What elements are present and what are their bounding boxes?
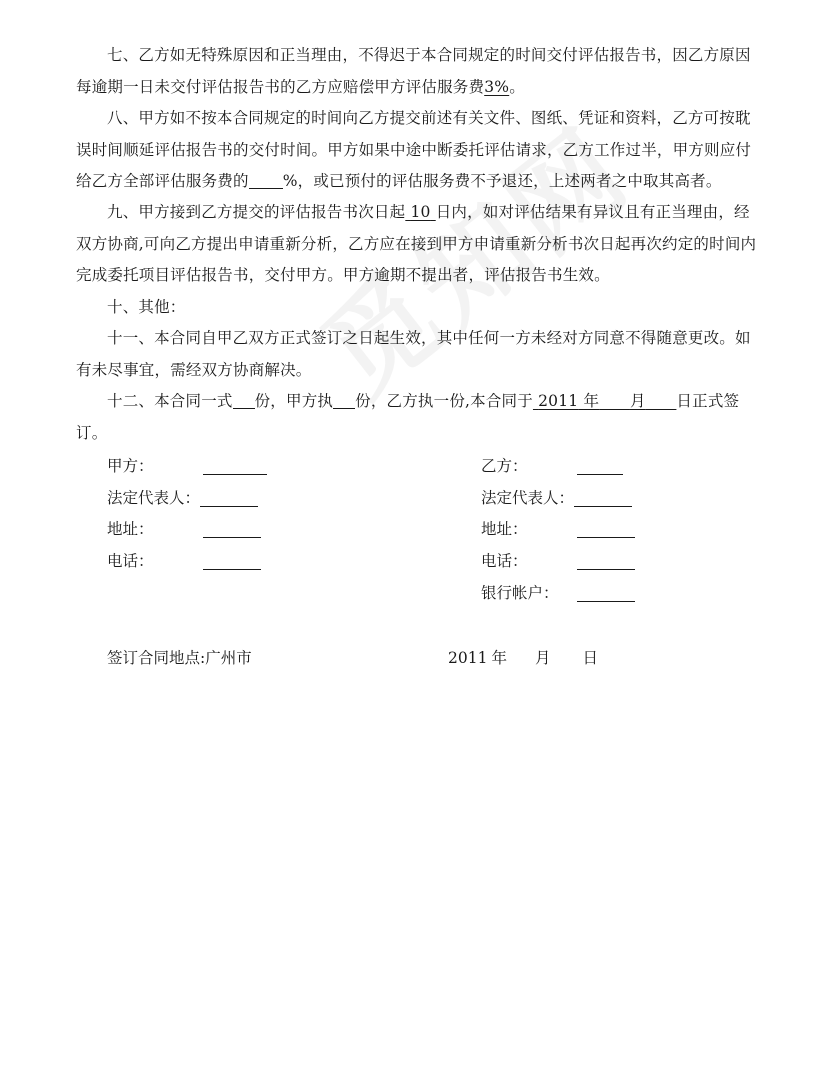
clause-12-text-3: 份，乙方执一份,本合同于 [355,392,533,410]
party-b-address-line [577,520,635,538]
party-a-name-label-2: 方： [122,457,154,475]
clause-12-year-unit: 年 [583,392,600,410]
clause-8-percent-blank [249,170,283,189]
clause-8-text-a: 八、甲方如不按本合同规定的时间向乙方提交前述有关文件、图纸、凭证和资料，乙方可按耽误时间顺延评估报告书的交付时间。甲方如果中途中断委托评估请求，乙方工作过半，甲方则应付给乙方全部评估服务费的 [76,109,752,190]
signing-place: 签订合同地点:广州市 [107,649,252,667]
party-b-name-label-2: 方： [496,457,528,475]
party-b-phone-line [577,552,635,570]
party-b-phone-label-1: 电 [481,552,497,570]
clause-9 [76,197,764,292]
clause-8-text-b: ，或已预付的评估服务费不予退还，上述两者之中取其高者。 [297,172,722,190]
party-a-phone-line [203,552,261,570]
party-a-rep-row [107,488,258,508]
party-b-phone-label-2: 话： [496,552,528,570]
clause-12-text-1: 十二、本合同一式 [107,392,233,410]
party-b-bank-row [481,583,635,603]
party-b-rep-row [481,488,632,508]
clause-7 [76,40,764,103]
clause-9-text-a: 九、甲方接到乙方提交的评估报告书次日起 [107,203,406,221]
clause-12-text-end: 日正式签订。 [76,392,740,442]
signing-date [448,646,598,668]
clause-7-rate: 3% [484,77,510,96]
party-b-rep-line [574,489,632,507]
party-b-address-label-1: 地 [481,520,497,538]
clause-9-days-value: 10 [410,203,431,221]
clause-12-date-underline [533,392,676,410]
party-a-address-label-2: 址： [122,520,154,538]
clause-8 [76,103,764,198]
party-a-address-label-1: 地 [107,520,123,538]
clause-7-end: 。 [509,77,525,96]
signing-date-year-unit: 年 [491,649,507,667]
party-a-phone-row [107,551,261,571]
clause-9-text-b: 日内，如对评估结果有异议且有正当理由，经双方协商,可向乙方提出申请重新分析，乙方应在接到甲方申请重新分析书次日起再次约定的时间内完成委托项目评估报告书，交付甲方。甲方逾期不提出者，评估报告书生效。 [76,203,757,284]
signing-date-year: 2011 [448,649,488,667]
clause-12-year: 2011 [538,392,579,410]
party-a-name-label-1: 甲 [107,457,123,475]
party-b-name-row [481,456,623,476]
clause-8-percent-sign: % [282,172,298,190]
party-b-address-label-2: 址： [496,520,528,538]
signing-date-month-unit: 月 [534,649,551,667]
party-a-phone-label-2: 话： [122,552,154,570]
party-b-rep-label: 法定代表人： [481,489,575,507]
party-b-phone-row [481,551,635,571]
clause-9-days [405,203,435,221]
party-a-address-row [107,519,261,539]
clause-12-text-2: 份，甲方执 [254,392,334,410]
party-b-name-line [577,457,623,475]
party-b-bank-line [577,584,635,602]
party-a-rep-line [200,489,258,507]
clause-12-month-unit: 月 [629,392,646,410]
party-b-name-label-1: 乙 [481,457,497,475]
party-b-address-row [481,519,635,539]
clause-12 [76,386,764,449]
party-a-name-row [107,456,267,476]
signing-date-day-unit: 日 [582,649,598,667]
clause-7-text: 七、乙方如无特殊原因和正当理由，不得迟于本合同规定的时间交付评估报告书，因乙方原因每逾期一日未交付评估报告书的乙方应赔偿甲方评估服务费 [76,46,751,96]
party-a-address-line [203,520,261,538]
party-a-name-line [203,457,267,475]
clause-10: 十、其他： [107,298,186,316]
party-b-bank-label-3: 帐户： [512,584,559,602]
clause-12-party-a-copies-blank [333,390,355,409]
party-a-phone-label-1: 电 [107,552,123,570]
clause-11: 十一、本合同自甲乙双方正式签订之日起生效，其中任何一方未经对方同意不得随意更改。如有未尽事宜，需经双方协商解决。 [76,329,751,379]
party-b-bank-label-1: 银 [481,584,497,602]
clause-12-copies-blank [233,390,255,409]
party-b-bank-label-2: 行 [496,584,513,602]
party-a-rep-label: 法定代表人： [107,489,201,507]
